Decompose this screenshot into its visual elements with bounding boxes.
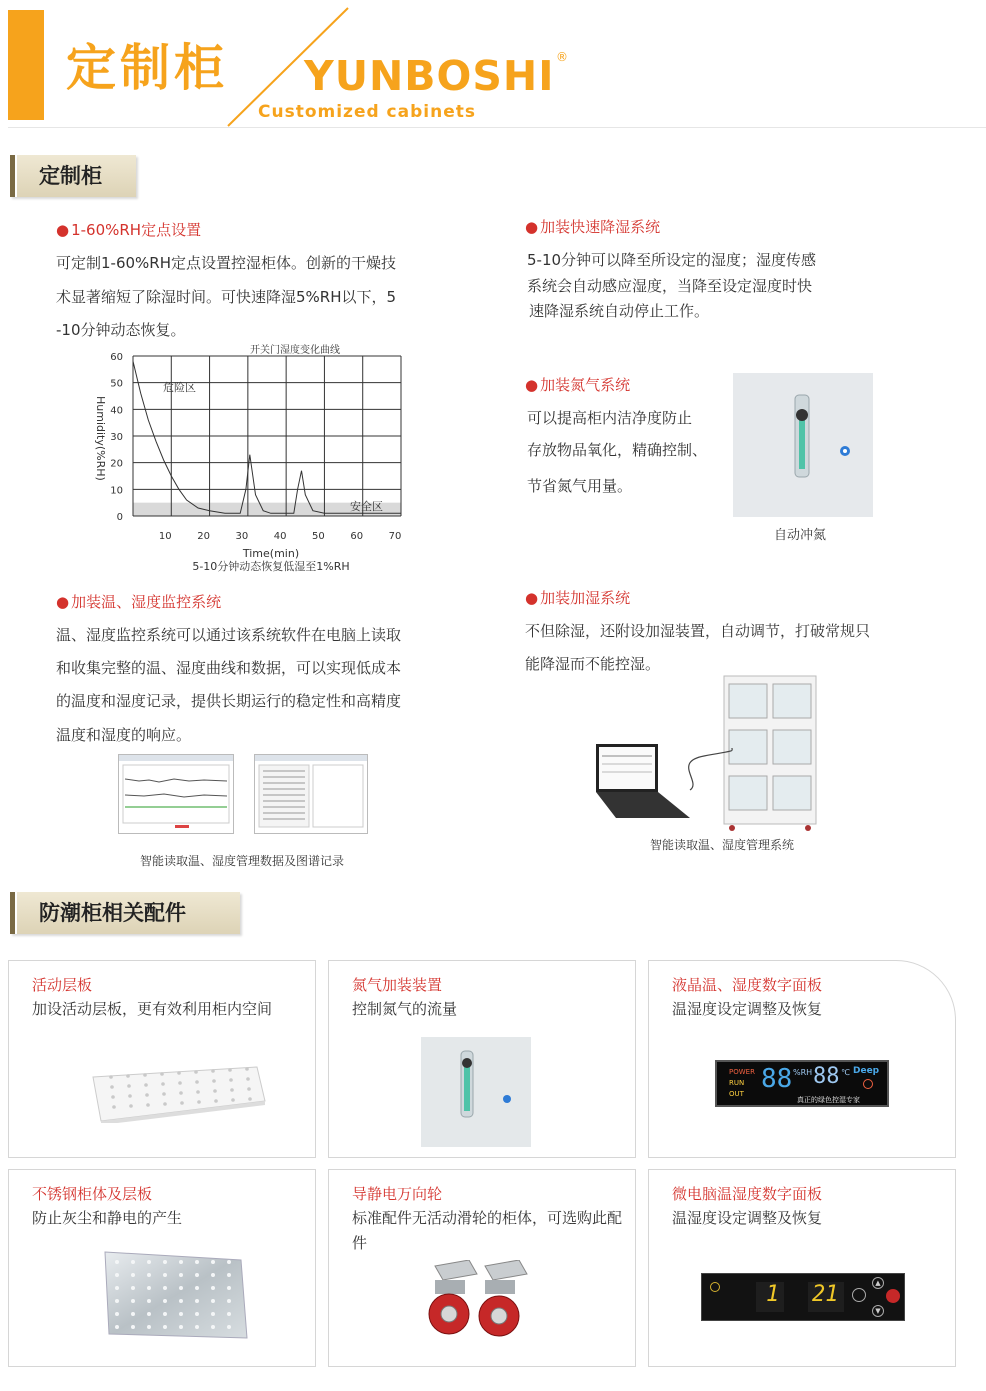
shelf-hole: [146, 1103, 150, 1107]
micro-panel-image: [701, 1273, 905, 1321]
humidify-caption: 智能读取温、湿度管理系统: [650, 838, 795, 852]
accessory-title: 微电脑温湿度数字面板: [672, 1185, 823, 1203]
danger-zone-label: 危险区: [163, 381, 196, 394]
x-tick-label: 40: [273, 531, 287, 542]
steel-hole: [211, 1299, 215, 1303]
accessory-title: 氮气加装装置: [352, 976, 443, 994]
steel-hole: [147, 1299, 151, 1303]
steel-hole: [211, 1260, 215, 1264]
section-tag-label: 定制柜: [39, 164, 102, 188]
feature-text: 速降湿系统自动停止工作。: [529, 302, 710, 320]
feature-text: 存放物品氧化，精确控制、: [527, 441, 708, 459]
section-tag-label: 防潮柜相关配件: [39, 901, 186, 925]
shelf-hole: [212, 1079, 216, 1083]
accessory-title: 液晶温、湿度数字面板: [672, 976, 823, 994]
down-arrow-icon: ▼: [872, 1305, 884, 1317]
steel-hole: [115, 1325, 119, 1329]
steel-hole: [227, 1273, 231, 1277]
steel-hole: [195, 1325, 199, 1329]
shelf-hole: [143, 1073, 147, 1077]
shelf-hole: [128, 1094, 132, 1098]
accessory-text: 防止灰尘和静电的产生: [32, 1209, 183, 1227]
lcd-panel-image: [715, 1060, 889, 1107]
header-title-cn: 定制柜: [66, 39, 228, 97]
power-icon: [710, 1282, 720, 1292]
y-tick-label: 60: [110, 352, 123, 363]
steel-hole: [163, 1286, 167, 1290]
shelf-hole: [230, 1088, 234, 1092]
y-tick-label: 30: [110, 432, 123, 443]
nitrogen-photo-caption: 自动冲氮: [774, 528, 827, 543]
section-tag-custom: [10, 155, 136, 197]
lcd-humidity-digits: 88: [761, 1064, 793, 1094]
shelf-hole: [196, 1090, 200, 1094]
feature-text: 不但除湿，还附设加湿装置，自动调节，打破常规只: [525, 622, 871, 640]
shelf-hole: [231, 1098, 235, 1102]
shelf-hole: [112, 1105, 116, 1109]
shelf-hole: [178, 1081, 182, 1085]
steel-hole: [147, 1312, 151, 1316]
y-tick-labels: [110, 352, 123, 523]
power-icon: [863, 1079, 873, 1089]
y-tick-label: 0: [116, 512, 123, 523]
feature-title-nitrogen: ● 加装氮气系统: [525, 376, 631, 394]
header-divider: [8, 127, 986, 128]
header-subtitle: Customized cabinets: [258, 102, 476, 122]
accessory-card: [648, 960, 956, 1158]
x-tick-label: 30: [235, 531, 249, 542]
shelf-hole: [228, 1068, 232, 1072]
feature-text: 可以提高柜内洁净度防止: [527, 409, 693, 427]
feature-text: 节省氮气用量。: [527, 477, 633, 495]
shelf-hole: [195, 1080, 199, 1084]
laptop-cabinet-illustration: [592, 672, 824, 832]
shelf-hole: [229, 1078, 233, 1082]
shelf-hole: [110, 1085, 114, 1089]
shelf-hole: [247, 1087, 251, 1091]
shelf-hole: [162, 1092, 166, 1096]
steel-hole: [195, 1260, 199, 1264]
chart-grid: [133, 356, 401, 516]
shelf-hole: [129, 1104, 133, 1108]
shelf-hole: [211, 1069, 215, 1073]
set-button-icon: [852, 1288, 866, 1302]
accessory-card: [328, 1169, 636, 1367]
steel-hole: [163, 1299, 167, 1303]
bullet-icon: ●: [525, 376, 539, 394]
x-tick-label: 70: [388, 531, 402, 542]
brand-logo: YUNBOSHI: [304, 52, 555, 100]
accessory-title: 导静电万向轮: [352, 1185, 443, 1203]
steel-hole: [147, 1325, 151, 1329]
accessory-text: 温湿度设定调整及恢复: [672, 1000, 823, 1018]
shelf-hole: [160, 1072, 164, 1076]
steel-hole: [227, 1299, 231, 1303]
shelf-hole: [161, 1082, 165, 1086]
accessory-text: 控制氮气的流量: [352, 1000, 458, 1018]
feature-text: 可定制1-60%RH定点设置控湿柜体。创新的干燥技: [56, 254, 396, 272]
feature-title-rh: ● 1-60%RH定点设置: [56, 221, 202, 239]
x-axis-label: Time(min): [242, 547, 300, 560]
shelf-hole: [214, 1099, 218, 1103]
steel-hole: [163, 1273, 167, 1277]
steel-hole: [163, 1260, 167, 1264]
nitrogen-device-photo: [421, 1037, 531, 1147]
shelf-hole: [127, 1084, 131, 1088]
steel-hole: [227, 1312, 231, 1316]
accessory-text: 加设活动层板，更有效利用柜内空间: [32, 1000, 273, 1018]
accessory-text: 温湿度设定调整及恢复: [672, 1209, 823, 1227]
steel-hole: [131, 1312, 135, 1316]
steel-hole: [115, 1299, 119, 1303]
steel-hole: [147, 1273, 151, 1277]
feature-text: 和收集完整的温、湿度曲线和数据，可以实现低成本: [56, 659, 402, 677]
feature-title-fast-dry: ● 加装快速降湿系统: [525, 218, 661, 236]
chart-title: 开关门湿度变化曲线: [250, 345, 340, 356]
caster-wheel-right: [479, 1260, 527, 1336]
lcd-humidity-unit: %RH: [793, 1068, 813, 1077]
steel-hole: [227, 1260, 231, 1264]
steel-hole: [131, 1273, 135, 1277]
steel-hole: [163, 1325, 167, 1329]
feature-text: 术显著缩短了除湿时间。可快速降湿5%RH以下，5: [56, 288, 397, 306]
shelf-hole: [111, 1095, 115, 1099]
steel-hole: [131, 1299, 135, 1303]
feature-text: 温度和湿度的响应。: [56, 726, 192, 744]
micro-left-value: 1: [766, 1282, 780, 1307]
steel-hole: [131, 1260, 135, 1264]
y-tick-label: 40: [110, 405, 123, 417]
accessory-card: [648, 1169, 956, 1367]
shelf-hole: [180, 1101, 184, 1105]
shelf-hole: [245, 1067, 249, 1071]
feature-title-humidify: ● 加装加湿系统: [525, 589, 631, 607]
y-tick-label: 20: [110, 458, 123, 470]
steel-hole: [195, 1273, 199, 1277]
bullet-icon: ●: [525, 589, 539, 607]
dry-cabinet-image: [724, 676, 816, 831]
registered-mark: ®: [556, 50, 568, 64]
shelf-hole: [163, 1102, 167, 1106]
header-accent-bar: [8, 10, 44, 120]
shelf-hole: [126, 1074, 130, 1078]
accessory-text: 标准配件无活动滑轮的柜体，可选购此配件: [352, 1209, 623, 1252]
steel-shelf-image: [101, 1250, 251, 1342]
lcd-temp-unit: ℃: [841, 1068, 850, 1077]
steel-hole: [179, 1299, 183, 1303]
shelf-hole: [213, 1089, 217, 1093]
feature-text: -10分钟动态恢复。: [56, 321, 186, 339]
accessory-title: 不锈钢柜体及层板: [32, 1185, 153, 1203]
software-chart-screenshot: [118, 754, 234, 834]
nitrogen-flowmeter-photo: [733, 373, 873, 517]
caster-wheel-left: [429, 1260, 477, 1334]
steel-hole: [195, 1299, 199, 1303]
steel-hole: [211, 1312, 215, 1316]
y-tick-label: 50: [110, 378, 123, 390]
feature-title-monitoring: ● 加装温、湿度监控系统: [56, 593, 222, 611]
bullet-icon: ●: [56, 593, 70, 611]
micro-right-value: 21: [812, 1282, 839, 1307]
lcd-temp-digits: 88: [813, 1064, 840, 1089]
accessory-card: [8, 960, 316, 1158]
bullet-icon: ●: [56, 221, 70, 239]
accessory-card: [8, 1169, 316, 1367]
feature-text: 温、湿度监控系统可以通过该系统软件在电脑上读取: [56, 626, 402, 644]
feature-text: 5-10分钟可以降至所设定的湿度；湿度传感: [527, 251, 817, 269]
accessory-title: 活动层板: [32, 976, 93, 994]
steel-hole: [195, 1286, 199, 1290]
steel-hole: [227, 1325, 231, 1329]
bullet-icon: ●: [525, 218, 539, 236]
caster-wheels-image: [421, 1260, 551, 1346]
chart-subtitle: 5-10分钟动态恢复低湿至1%RH: [192, 560, 350, 573]
steel-hole: [147, 1260, 151, 1264]
steel-hole: [163, 1312, 167, 1316]
y-axis-label: Humidity(%RH): [94, 396, 107, 481]
shelf-hole: [179, 1091, 183, 1095]
shelf-hole: [194, 1070, 198, 1074]
up-arrow-icon: ▲: [872, 1277, 884, 1289]
section-tag-accessories: [10, 892, 240, 934]
steel-hole: [227, 1286, 231, 1290]
laptop-image: [596, 744, 690, 818]
shelf-hole: [109, 1075, 113, 1079]
humidity-chart: [85, 338, 425, 578]
steel-hole: [147, 1286, 151, 1290]
monitoring-caption: 智能读取温、湿度管理数据及图谱记录: [140, 854, 345, 868]
shelf-hole: [145, 1093, 149, 1097]
steel-hole: [131, 1325, 135, 1329]
steel-hole: [179, 1260, 183, 1264]
feature-text: 的温度和湿度记录，提供长期运行的稳定性和高精度: [56, 692, 402, 710]
steel-hole: [211, 1286, 215, 1290]
steel-hole: [211, 1325, 215, 1329]
steel-hole: [115, 1286, 119, 1290]
feature-text: 能降湿而不能控湿。: [525, 655, 661, 673]
accessory-card: [328, 960, 636, 1158]
shelf-hole: [197, 1100, 201, 1104]
lcd-slogan: 真正的绿色控湿专家: [797, 1096, 860, 1104]
shelf-board-image: [89, 1063, 269, 1123]
shelf-hole: [144, 1083, 148, 1087]
x-tick-label: 10: [158, 531, 172, 542]
x-tick-label: 20: [197, 531, 210, 542]
steel-hole: [179, 1312, 183, 1316]
steel-hole: [131, 1286, 135, 1290]
lcd-labels: POWER RUN OUT: [729, 1068, 755, 1098]
x-tick-label: 60: [350, 531, 364, 542]
steel-hole: [115, 1273, 119, 1277]
y-tick-label: 10: [110, 485, 123, 497]
steel-hole: [179, 1325, 183, 1329]
steel-hole: [179, 1286, 183, 1290]
shelf-hole: [248, 1097, 252, 1101]
steel-hole: [195, 1312, 199, 1316]
x-tick-labels: [159, 531, 401, 542]
power-button-icon: [886, 1289, 900, 1303]
safe-zone-label: 安全区: [350, 500, 383, 513]
software-table-screenshot: [254, 754, 368, 834]
x-tick-label: 50: [312, 531, 325, 542]
steel-hole: [115, 1260, 119, 1264]
feature-text: 系统会自动感应湿度，当降至设定湿度时快: [527, 277, 813, 295]
shelf-hole: [177, 1071, 181, 1075]
steel-hole: [211, 1273, 215, 1277]
lcd-brand: Deep: [853, 1066, 880, 1076]
shelf-hole: [246, 1077, 250, 1081]
steel-hole: [179, 1273, 183, 1277]
steel-hole: [115, 1312, 119, 1316]
